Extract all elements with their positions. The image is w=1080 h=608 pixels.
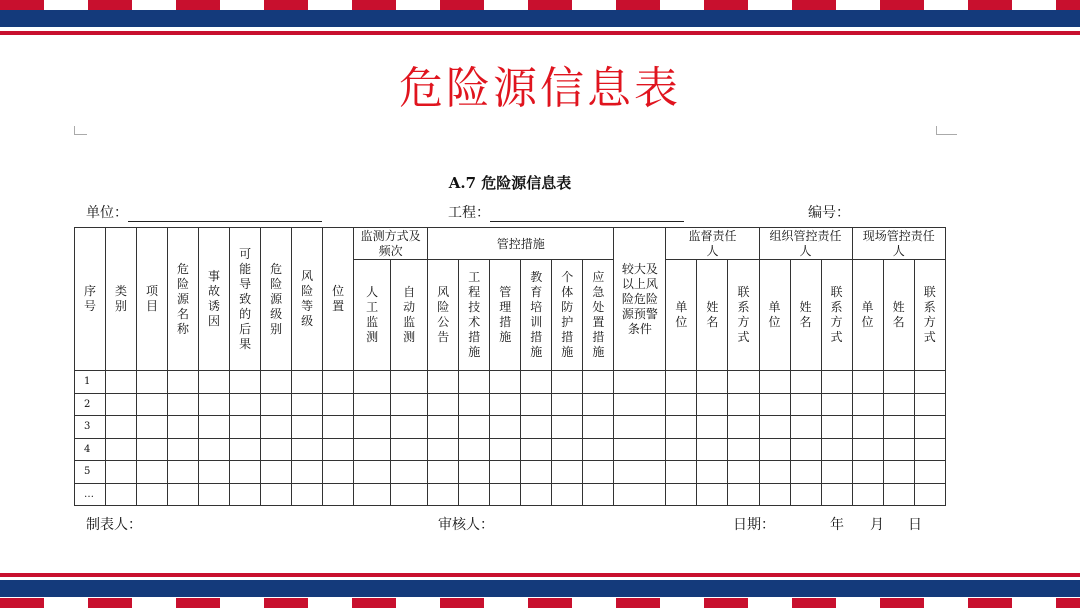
table-cell [230, 483, 261, 506]
table-cell [199, 393, 230, 416]
header-item: 项目 [137, 228, 168, 371]
table-cell [697, 416, 728, 439]
table-cell [728, 416, 759, 439]
table-cell [168, 483, 199, 506]
header-control-group: 管控措施 [428, 228, 614, 260]
table-cell [821, 483, 852, 506]
table-cell [106, 461, 137, 484]
table-cell [728, 461, 759, 484]
date-label: 日期： [733, 517, 775, 533]
table-cell [697, 393, 728, 416]
table-cell [883, 416, 914, 439]
bottom-red-stripe [0, 573, 1080, 577]
table-cell [883, 371, 914, 394]
slide-title: 危险源信息表 [399, 63, 681, 114]
document-title: A.7 危险源信息表 [448, 174, 572, 192]
header-org-contact: 联系方式 [821, 260, 852, 371]
table-cell [354, 483, 391, 506]
table-cell [614, 371, 666, 394]
table-cell [137, 438, 168, 461]
table-cell [323, 461, 354, 484]
table-row [75, 416, 946, 439]
header-supervision-contact: 联系方式 [728, 260, 759, 371]
header-supervision-name: 姓名 [697, 260, 728, 371]
table-cell [459, 461, 490, 484]
table-cell [428, 371, 459, 394]
table-cell [199, 483, 230, 506]
table-cell [852, 438, 883, 461]
header-manual-monitoring: 人工监测 [354, 260, 391, 371]
table-cell [552, 371, 583, 394]
table-cell [697, 438, 728, 461]
table-cell [168, 371, 199, 394]
header-emergency-measures: 应急处置措施 [583, 260, 614, 371]
table-cell [323, 393, 354, 416]
table-cell [490, 461, 521, 484]
header-site-name: 姓名 [883, 260, 914, 371]
table-cell [261, 461, 292, 484]
header-monitoring-group: 监测方式及频次 [354, 228, 428, 260]
table-cell [292, 438, 323, 461]
day-label: 日 [908, 517, 922, 533]
table-row [75, 393, 946, 416]
table-cell [821, 461, 852, 484]
table-cell [261, 416, 292, 439]
project-blank-line [490, 206, 684, 222]
table-cell [821, 416, 852, 439]
number-label: 编号： [808, 205, 850, 221]
table-cell [883, 393, 914, 416]
table-cell [521, 371, 552, 394]
table-cell [354, 461, 391, 484]
table-cell [230, 393, 261, 416]
table-cell [199, 438, 230, 461]
table-cell [583, 461, 614, 484]
table-cell [552, 461, 583, 484]
table-cell [583, 393, 614, 416]
table-cell [106, 371, 137, 394]
table-cell [391, 371, 428, 394]
reviewer-field [438, 514, 494, 534]
header-possible-consequence: 可能导致的后果 [230, 228, 261, 371]
table-cell [323, 483, 354, 506]
table-cell [137, 416, 168, 439]
table-cell [521, 416, 552, 439]
top-navy-band [0, 10, 1080, 27]
table-cell [490, 483, 521, 506]
table-cell [914, 416, 945, 439]
table-cell [230, 461, 261, 484]
table-body [75, 371, 946, 506]
table-cell [106, 393, 137, 416]
preparer-field [86, 514, 142, 534]
table-cell [459, 416, 490, 439]
table-cell [459, 393, 490, 416]
table-cell [790, 371, 821, 394]
table-cell [521, 393, 552, 416]
table-cell [199, 371, 230, 394]
table-cell [292, 483, 323, 506]
table-cell [790, 393, 821, 416]
table-cell [790, 483, 821, 506]
table-cell [137, 461, 168, 484]
unit-label: 单位： [86, 205, 128, 221]
table-cell [614, 416, 666, 439]
header-auto-monitoring: 自动监测 [391, 260, 428, 371]
table-cell [697, 371, 728, 394]
top-red-stripe [0, 31, 1080, 35]
table-cell [354, 438, 391, 461]
table-cell [666, 461, 697, 484]
preparer-label: 制表人： [86, 517, 142, 533]
table-cell [261, 393, 292, 416]
table-cell [728, 438, 759, 461]
header-org-name: 姓名 [790, 260, 821, 371]
table-cell [821, 371, 852, 394]
table-cell [168, 461, 199, 484]
table-cell [490, 438, 521, 461]
header-personal-protection: 个体防护措施 [552, 260, 583, 371]
header-early-warning: 较大及以上风险危险源预警条件 [614, 228, 666, 371]
table-cell [666, 483, 697, 506]
table-cell [852, 461, 883, 484]
top-checker-border [0, 0, 1080, 10]
header-management-measures: 管理措施 [490, 260, 521, 371]
table-cell [552, 483, 583, 506]
header-site-contact: 联系方式 [914, 260, 945, 371]
row-serial-cell: 4 [75, 438, 106, 461]
table-cell [428, 483, 459, 506]
unit-blank-line [128, 206, 322, 222]
hazard-info-table [74, 227, 946, 506]
year-label: 年 [830, 517, 844, 533]
table-cell [230, 371, 261, 394]
table-cell [614, 483, 666, 506]
table-cell [852, 416, 883, 439]
table-cell [666, 371, 697, 394]
table-cell [292, 461, 323, 484]
table-cell [168, 438, 199, 461]
table-cell [666, 438, 697, 461]
table-cell [759, 483, 790, 506]
date-field [733, 514, 775, 534]
bottom-navy-band [0, 580, 1080, 597]
table-cell [391, 438, 428, 461]
table-cell [759, 416, 790, 439]
table-cell [697, 461, 728, 484]
header-risk-grade: 风险等级 [292, 228, 323, 371]
table-cell [199, 461, 230, 484]
table-cell [852, 371, 883, 394]
table-cell [428, 461, 459, 484]
month-label: 月 [870, 517, 884, 533]
table-cell [666, 393, 697, 416]
table-cell [106, 438, 137, 461]
table-cell [914, 393, 945, 416]
project-label: 工程： [448, 205, 490, 221]
reviewer-label: 审核人： [438, 517, 494, 533]
table-cell [666, 416, 697, 439]
table-cell [883, 461, 914, 484]
table-cell [883, 438, 914, 461]
table-cell [391, 416, 428, 439]
table-cell [759, 461, 790, 484]
table-cell [521, 438, 552, 461]
table-cell [490, 393, 521, 416]
table-cell [914, 461, 945, 484]
table-cell [199, 416, 230, 439]
table-cell [428, 416, 459, 439]
header-accident-cause: 事故诱因 [199, 228, 230, 371]
table-cell [106, 416, 137, 439]
table-cell [790, 416, 821, 439]
project-field [448, 202, 684, 222]
table-cell [428, 438, 459, 461]
table-cell [790, 461, 821, 484]
row-serial-cell: 1 [75, 371, 106, 394]
table-cell [292, 393, 323, 416]
header-hazard-level: 危险源级别 [261, 228, 292, 371]
table-cell [459, 438, 490, 461]
table-cell [790, 438, 821, 461]
header-training-measures: 教育培训措施 [521, 260, 552, 371]
table-cell [230, 438, 261, 461]
table-cell [459, 483, 490, 506]
crop-mark-left [74, 126, 87, 135]
unit-field [86, 202, 322, 222]
table-cell [914, 438, 945, 461]
header-org-unit: 单位 [759, 260, 790, 371]
table-cell [883, 483, 914, 506]
table-cell [914, 483, 945, 506]
table-cell [914, 371, 945, 394]
table-cell [521, 483, 552, 506]
table-cell [106, 483, 137, 506]
table-cell [428, 393, 459, 416]
table-row [75, 438, 946, 461]
bottom-checker-border [0, 598, 1080, 608]
table-cell [552, 438, 583, 461]
header-risk-notice: 风险公告 [428, 260, 459, 371]
table-cell [168, 416, 199, 439]
table-cell [137, 371, 168, 394]
table-cell [137, 483, 168, 506]
table-cell [759, 393, 790, 416]
table-cell [323, 416, 354, 439]
table-cell [852, 393, 883, 416]
header-engineering-measures: 工程技术措施 [459, 260, 490, 371]
table-cell [821, 438, 852, 461]
header-category: 类别 [106, 228, 137, 371]
table-cell [821, 393, 852, 416]
table-cell [168, 393, 199, 416]
table-cell [490, 416, 521, 439]
table-cell [583, 483, 614, 506]
header-site-unit: 单位 [852, 260, 883, 371]
table-cell [583, 438, 614, 461]
header-site-control-group: 现场管控责任人 [852, 228, 945, 260]
table-cell [261, 483, 292, 506]
row-serial-cell: 5 [75, 461, 106, 484]
table-cell [354, 416, 391, 439]
table-row [75, 461, 946, 484]
table-cell [759, 438, 790, 461]
header-hazard-name: 危险源名称 [168, 228, 199, 371]
table-cell [261, 371, 292, 394]
table-cell [552, 393, 583, 416]
table-cell [323, 438, 354, 461]
table-row [75, 371, 946, 394]
table-cell [323, 371, 354, 394]
header-serial: 序号 [75, 228, 106, 371]
row-serial-cell: 3 [75, 416, 106, 439]
table-cell [583, 416, 614, 439]
table-cell [728, 483, 759, 506]
table-cell [852, 483, 883, 506]
table-cell [583, 371, 614, 394]
header-supervision-unit: 单位 [666, 260, 697, 371]
table-cell [391, 393, 428, 416]
table-cell [614, 438, 666, 461]
number-field [808, 202, 850, 222]
table-cell [459, 371, 490, 394]
header-org-control-group: 组织管控责任人 [759, 228, 852, 260]
table-row [75, 483, 946, 506]
table-cell [391, 483, 428, 506]
table-cell [552, 416, 583, 439]
table-cell [728, 393, 759, 416]
table-cell [614, 393, 666, 416]
table-cell [230, 416, 261, 439]
table-cell [354, 393, 391, 416]
table-cell [728, 371, 759, 394]
table-cell [292, 416, 323, 439]
table-cell [521, 461, 552, 484]
row-serial-cell: 2 [75, 393, 106, 416]
table-cell [391, 461, 428, 484]
table-cell [354, 371, 391, 394]
table-cell [759, 371, 790, 394]
table-cell [261, 438, 292, 461]
crop-mark-right [936, 126, 957, 135]
table-cell [614, 461, 666, 484]
row-serial-cell: … [75, 483, 106, 506]
header-location: 位置 [323, 228, 354, 371]
table-cell [137, 393, 168, 416]
table-cell [490, 371, 521, 394]
header-supervision-group: 监督责任人 [666, 228, 759, 260]
table-cell [292, 371, 323, 394]
table-cell [697, 483, 728, 506]
